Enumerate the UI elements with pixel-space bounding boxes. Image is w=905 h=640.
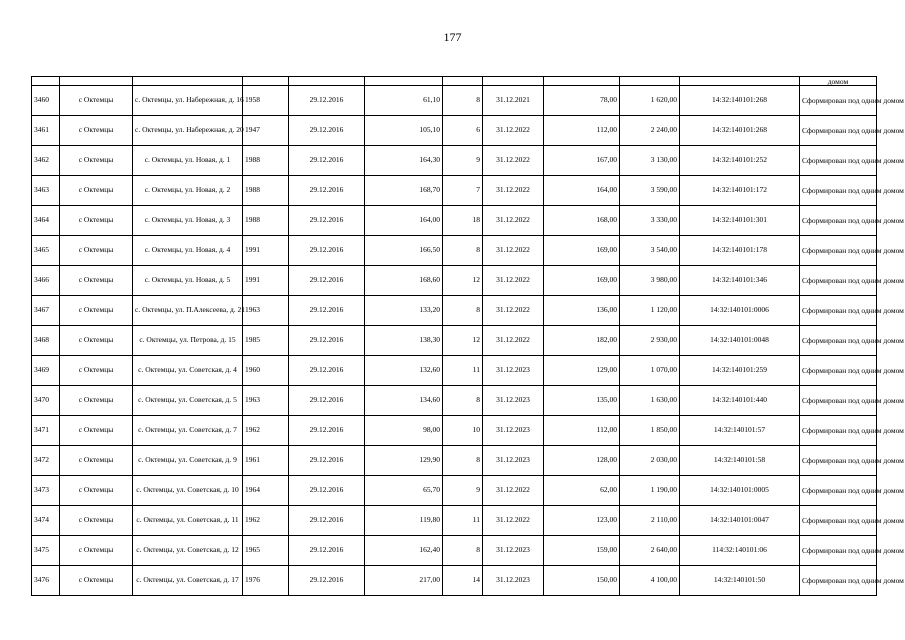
table-row [32, 506, 877, 536]
settlement-cell: с Октемцы [60, 296, 133, 326]
recognition-date-cell: 29.12.2016 [289, 506, 365, 536]
record-number-cell: 3468 [32, 326, 60, 356]
settlement-cell: с Октемцы [60, 416, 133, 446]
table-cell [32, 77, 60, 86]
residents-cell: 11 [443, 506, 483, 536]
recognition-date-cell: 29.12.2016 [289, 326, 365, 356]
record-number-cell: 3476 [32, 566, 60, 596]
build-year-cell: 1963 [243, 296, 289, 326]
recognition-date-cell: 29.12.2016 [289, 86, 365, 116]
area-cell: 162,40 [365, 536, 443, 566]
cadastral-number-cell: 14:32:140101:268 [680, 86, 800, 116]
planned-area-cell: 168,00 [544, 206, 620, 236]
table-row [32, 566, 877, 596]
build-year-cell: 1988 [243, 206, 289, 236]
land-status-cell: Сформирован под одним домом [800, 296, 877, 326]
planned-area-cell: 182,00 [544, 326, 620, 356]
area-cell: 105,10 [365, 116, 443, 146]
address-cell: с. Октемцы, ул. Советская, д. 9 [133, 446, 243, 476]
cadastral-number-cell: 14:32:140101:346 [680, 266, 800, 296]
record-number-cell: 3472 [32, 446, 60, 476]
record-number-cell: 3462 [32, 146, 60, 176]
area-cell: 217,00 [365, 566, 443, 596]
planned-area-cell: 159,00 [544, 536, 620, 566]
build-year-cell: 1962 [243, 416, 289, 446]
cadastral-number-cell: 14:32:140101:0048 [680, 326, 800, 356]
recognition-date-cell: 29.12.2016 [289, 446, 365, 476]
table-row [32, 386, 877, 416]
record-number-cell: 3460 [32, 86, 60, 116]
table-cell [289, 77, 365, 86]
resettlement-deadline-cell: 31.12.2023 [483, 536, 544, 566]
record-number-cell: 3464 [32, 206, 60, 236]
cadastral-number-cell: 14:32:140101:440 [680, 386, 800, 416]
cost-cell: 4 100,00 [620, 566, 680, 596]
build-year-cell: 1947 [243, 116, 289, 146]
settlement-cell: с Октемцы [60, 116, 133, 146]
table-row [32, 296, 877, 326]
planned-area-cell: 169,00 [544, 236, 620, 266]
land-status-cell: Сформирован под одним домом [800, 266, 877, 296]
table-cell [483, 77, 544, 86]
recognition-date-cell: 29.12.2016 [289, 536, 365, 566]
resettlement-deadline-cell: 31.12.2022 [483, 236, 544, 266]
resettlement-deadline-cell: 31.12.2022 [483, 296, 544, 326]
record-number-cell: 3474 [32, 506, 60, 536]
build-year-cell: 1988 [243, 146, 289, 176]
resettlement-deadline-cell: 31.12.2022 [483, 476, 544, 506]
settlement-cell: с Октемцы [60, 476, 133, 506]
build-year-cell: 1965 [243, 536, 289, 566]
area-cell: 134,60 [365, 386, 443, 416]
build-year-cell: 1960 [243, 356, 289, 386]
area-cell: 166,50 [365, 236, 443, 266]
planned-area-cell: 78,00 [544, 86, 620, 116]
land-status-cell: Сформирован под одним домом [800, 386, 877, 416]
record-number-cell: 3473 [32, 476, 60, 506]
recognition-date-cell: 29.12.2016 [289, 116, 365, 146]
build-year-cell: 1985 [243, 326, 289, 356]
table-row [32, 326, 877, 356]
settlement-cell: с Октемцы [60, 176, 133, 206]
cadastral-number-cell: 14:32:140101:178 [680, 236, 800, 266]
planned-area-cell: 123,00 [544, 506, 620, 536]
residents-cell: 8 [443, 86, 483, 116]
table-cell [243, 77, 289, 86]
area-cell: 119,80 [365, 506, 443, 536]
build-year-cell: 1988 [243, 176, 289, 206]
cadastral-number-cell: 14:32:140101:301 [680, 206, 800, 236]
cost-cell: 1 120,00 [620, 296, 680, 326]
area-cell: 133,20 [365, 296, 443, 326]
residents-cell: 12 [443, 266, 483, 296]
cost-cell: 3 980,00 [620, 266, 680, 296]
settlement-cell: с Октемцы [60, 86, 133, 116]
residents-cell: 7 [443, 176, 483, 206]
cost-cell: 1 850,00 [620, 416, 680, 446]
settlement-cell: с Октемцы [60, 266, 133, 296]
residents-cell: 18 [443, 206, 483, 236]
land-status-cell: Сформирован под одним домом [800, 176, 877, 206]
cost-cell: 1 630,00 [620, 386, 680, 416]
land-status-cell: Сформирован под одним домом [800, 416, 877, 446]
area-cell: 61,10 [365, 86, 443, 116]
planned-area-cell: 135,00 [544, 386, 620, 416]
build-year-cell: 1961 [243, 446, 289, 476]
table-row [32, 116, 877, 146]
cadastral-number-cell: 114:32:140101:06 [680, 536, 800, 566]
address-cell: с. Октемцы, ул. Советская, д. 11 [133, 506, 243, 536]
land-status-cell: Сформирован под одним домом [800, 146, 877, 176]
table-row [32, 476, 877, 506]
cadastral-number-cell: 14:32:140101:172 [680, 176, 800, 206]
resettlement-deadline-cell: 31.12.2023 [483, 356, 544, 386]
build-year-cell: 1976 [243, 566, 289, 596]
table-cell [60, 77, 133, 86]
area-cell: 164,30 [365, 146, 443, 176]
build-year-cell: 1964 [243, 476, 289, 506]
residents-cell: 12 [443, 326, 483, 356]
build-year-cell: 1991 [243, 236, 289, 266]
residents-cell: 14 [443, 566, 483, 596]
land-status-cell: Сформирован под одним домом [800, 86, 877, 116]
build-year-cell: 1991 [243, 266, 289, 296]
table-cell [133, 77, 243, 86]
address-cell: с. Октемцы, ул. Советская, д. 4 [133, 356, 243, 386]
area-cell: 98,00 [365, 416, 443, 446]
residents-cell: 8 [443, 236, 483, 266]
residents-cell: 9 [443, 476, 483, 506]
planned-area-cell: 136,00 [544, 296, 620, 326]
cadastral-number-cell: 14:32:140101:252 [680, 146, 800, 176]
planned-area-cell: 169,00 [544, 266, 620, 296]
planned-area-cell: 164,00 [544, 176, 620, 206]
settlement-cell: с Октемцы [60, 236, 133, 266]
record-number-cell: 3475 [32, 536, 60, 566]
land-status-cell: Сформирован под одним домом [800, 206, 877, 236]
recognition-date-cell: 29.12.2016 [289, 416, 365, 446]
recognition-date-cell: 29.12.2016 [289, 296, 365, 326]
land-status-cell: Сформирован под одним домом [800, 446, 877, 476]
cost-cell: 3 130,00 [620, 146, 680, 176]
residents-cell: 9 [443, 146, 483, 176]
area-cell: 65,70 [365, 476, 443, 506]
cost-cell: 3 330,00 [620, 206, 680, 236]
recognition-date-cell: 29.12.2016 [289, 386, 365, 416]
recognition-date-cell: 29.12.2016 [289, 146, 365, 176]
settlement-cell: с Октемцы [60, 146, 133, 176]
settlement-cell: с Октемцы [60, 326, 133, 356]
residents-cell: 6 [443, 116, 483, 146]
cost-cell: 2 930,00 [620, 326, 680, 356]
build-year-cell: 1958 [243, 86, 289, 116]
cost-cell: 3 540,00 [620, 236, 680, 266]
residents-cell: 8 [443, 386, 483, 416]
cadastral-number-cell: 14:32:140101:57 [680, 416, 800, 446]
settlement-cell: с Октемцы [60, 506, 133, 536]
residents-cell: 8 [443, 296, 483, 326]
address-cell: с. Октемцы, ул. Советская, д. 17 [133, 566, 243, 596]
record-number-cell: 3471 [32, 416, 60, 446]
address-cell: с. Октемцы, ул. Набережная, д. 16 [133, 86, 243, 116]
table-row [32, 446, 877, 476]
residents-cell: 8 [443, 536, 483, 566]
record-number-cell: 3466 [32, 266, 60, 296]
settlement-cell: с Октемцы [60, 386, 133, 416]
cadastral-number-cell: 14:32:140101:268 [680, 116, 800, 146]
table-row [32, 356, 877, 386]
record-number-cell: 3470 [32, 386, 60, 416]
area-cell: 168,70 [365, 176, 443, 206]
record-number-cell: 3465 [32, 236, 60, 266]
table-row [32, 266, 877, 296]
cadastral-number-cell: 14:32:140101:0006 [680, 296, 800, 326]
page-number: 177 [443, 30, 462, 44]
cost-cell: 2 240,00 [620, 116, 680, 146]
table-row [32, 86, 877, 116]
settlement-cell: с Октемцы [60, 446, 133, 476]
resettlement-deadline-cell: 31.12.2021 [483, 86, 544, 116]
table-cell [365, 77, 443, 86]
cadastral-number-cell: 14:32:140101:0005 [680, 476, 800, 506]
record-number-cell: 3467 [32, 296, 60, 326]
land-status-cell: Сформирован под одним домом [800, 536, 877, 566]
table-cell [620, 77, 680, 86]
residents-cell: 8 [443, 446, 483, 476]
planned-area-cell: 112,00 [544, 116, 620, 146]
address-cell: с. Октемцы, ул. Новая, д. 5 [133, 266, 243, 296]
resettlement-deadline-cell: 31.12.2023 [483, 386, 544, 416]
address-cell: с. Октемцы, ул. П.Алексеева, д. 21 [133, 296, 243, 326]
land-status-cell: Сформирован под одним домом [800, 566, 877, 596]
record-number-cell: 3463 [32, 176, 60, 206]
cost-cell: 2 640,00 [620, 536, 680, 566]
land-status-cell: Сформирован под одним домом [800, 506, 877, 536]
area-cell: 164,00 [365, 206, 443, 236]
address-cell: с. Октемцы, ул. Новая, д. 3 [133, 206, 243, 236]
land-status-cell: Сформирован под одним домом [800, 356, 877, 386]
planned-area-cell: 129,00 [544, 356, 620, 386]
cost-cell: 1 620,00 [620, 86, 680, 116]
resettlement-deadline-cell: 31.12.2022 [483, 506, 544, 536]
resettlement-deadline-cell: 31.12.2023 [483, 446, 544, 476]
resettlement-deadline-cell: 31.12.2022 [483, 266, 544, 296]
address-cell: с. Октемцы, ул. Новая, д. 1 [133, 146, 243, 176]
settlement-cell: с Октемцы [60, 566, 133, 596]
table-cell [443, 77, 483, 86]
cadastral-number-cell: 14:32:140101:259 [680, 356, 800, 386]
address-cell: с. Октемцы, ул. Набережная, д. 20 [133, 116, 243, 146]
planned-area-cell: 62,00 [544, 476, 620, 506]
resettlement-deadline-cell: 31.12.2022 [483, 326, 544, 356]
settlement-cell: с Октемцы [60, 536, 133, 566]
record-number-cell: 3461 [32, 116, 60, 146]
recognition-date-cell: 29.12.2016 [289, 356, 365, 386]
settlement-cell: с Октемцы [60, 206, 133, 236]
address-cell: с. Октемцы, ул. Новая, д. 2 [133, 176, 243, 206]
cost-cell: 1 070,00 [620, 356, 680, 386]
cadastral-number-cell: 14:32:140101:58 [680, 446, 800, 476]
resettlement-deadline-cell: 31.12.2023 [483, 416, 544, 446]
cadastral-number-cell: 14:32:140101:50 [680, 566, 800, 596]
planned-area-cell: 112,00 [544, 416, 620, 446]
recognition-date-cell: 29.12.2016 [289, 176, 365, 206]
planned-area-cell: 128,00 [544, 446, 620, 476]
record-number-cell: 3469 [32, 356, 60, 386]
table-cell [544, 77, 620, 86]
continuation-row [32, 77, 877, 86]
cost-cell: 2 110,00 [620, 506, 680, 536]
registry-body [32, 76, 904, 596]
build-year-cell: 1963 [243, 386, 289, 416]
land-status-cell: Сформирован под одним домом [800, 476, 877, 506]
land-status-cell: Сформирован под одним домом [800, 236, 877, 266]
area-cell: 168,60 [365, 266, 443, 296]
settlement-cell: с Октемцы [60, 356, 133, 386]
continuation-status-cell: домом [800, 77, 877, 86]
planned-area-cell: 150,00 [544, 566, 620, 596]
recognition-date-cell: 29.12.2016 [289, 476, 365, 506]
residents-cell: 10 [443, 416, 483, 446]
address-cell: с. Октемцы, ул. Новая, д. 4 [133, 236, 243, 266]
resettlement-deadline-cell: 31.12.2022 [483, 116, 544, 146]
area-cell: 138,30 [365, 326, 443, 356]
table-row [32, 536, 877, 566]
cost-cell: 1 190,00 [620, 476, 680, 506]
area-cell: 132,60 [365, 356, 443, 386]
table-row [32, 416, 877, 446]
address-cell: с. Октемцы, ул. Петрова, д. 15 [133, 326, 243, 356]
resettlement-deadline-cell: 31.12.2023 [483, 566, 544, 596]
table-cell [680, 77, 800, 86]
recognition-date-cell: 29.12.2016 [289, 266, 365, 296]
resettlement-deadline-cell: 31.12.2022 [483, 206, 544, 236]
address-cell: с. Октемцы, ул. Советская, д. 7 [133, 416, 243, 446]
table-row [32, 206, 877, 236]
table-row [32, 146, 877, 176]
land-status-cell: Сформирован под одним домом [800, 116, 877, 146]
address-cell: с. Октемцы, ул. Советская, д. 12 [133, 536, 243, 566]
planned-area-cell: 167,00 [544, 146, 620, 176]
cadastral-number-cell: 14:32:140101:0047 [680, 506, 800, 536]
address-cell: с. Октемцы, ул. Советская, д. 5 [133, 386, 243, 416]
table-row [32, 176, 877, 206]
area-cell: 129,90 [365, 446, 443, 476]
residents-cell: 11 [443, 356, 483, 386]
recognition-date-cell: 29.12.2016 [289, 206, 365, 236]
resettlement-deadline-cell: 31.12.2022 [483, 176, 544, 206]
build-year-cell: 1962 [243, 506, 289, 536]
land-status-cell: Сформирован под одним домом [800, 326, 877, 356]
resettlement-deadline-cell: 31.12.2022 [483, 146, 544, 176]
cost-cell: 2 030,00 [620, 446, 680, 476]
housing-registry-table [31, 76, 904, 596]
recognition-date-cell: 29.12.2016 [289, 566, 365, 596]
cost-cell: 3 590,00 [620, 176, 680, 206]
address-cell: с. Октемцы, ул. Советская, д. 10 [133, 476, 243, 506]
table-row [32, 236, 877, 266]
recognition-date-cell: 29.12.2016 [289, 236, 365, 266]
